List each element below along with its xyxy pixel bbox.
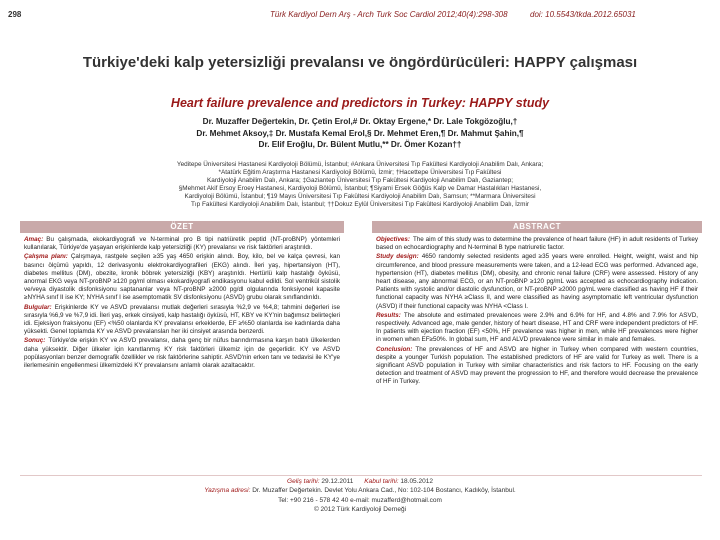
- article-footer: [0, 477, 720, 515]
- accepted-date: 18.05.2012: [400, 478, 433, 485]
- author-line: Dr. Mehmet Aksoy,‡ Dr. Mustafa Kemal Erol,§ Dr. Mehmet Eren,¶ Dr. Mahmut Şahin,¶: [196, 128, 524, 138]
- copyright-line: © 2012 Türk Kardiyoloji Derneği: [313, 506, 407, 514]
- section-label: Amaç:: [24, 236, 44, 243]
- abstract-section: [376, 236, 698, 252]
- section-label: Bulgular:: [24, 303, 52, 311]
- footer-divider: [20, 475, 702, 476]
- section-text: Türkiye'de erişkin KY ve ASVD prevalansı, daha genç bir nüfus barındırmasına karşın batılı ülkelerden daha yüksektir. Diğer ülkeler için kanıtlanmış KY risk faktörleri ülkemiz için de geçerlidir. KY ve ASVD popülasyonları benzer demografik özellikler ve risk faktörlerine sahiptir. ASVD'nin erken tanı ve tedavisi ile KY'ye ilerlemesinin engellenmesi ülkemizdeki KY prevalansını anlamlı olarak azaltacaktır.: [24, 337, 340, 370]
- section-text: The absolute and estimated prevalences were 2.9% and 6.9% for HF, and 4.8% and 7.9% for ASVD, respectively. Advanced age, male gender, history of heart disease, HT and CRF were independent predictors of HF. In patients with ejection fraction (EF) <50%, HF prevalence was higher in men, while HF prevalences were higher in women when EF≥50%. In global sum, HF and ALVD prevalence were similar in male and females.: [376, 311, 698, 344]
- author-line: Dr. Elif Eroğlu, Dr. Bülent Mutlu,** Dr. Ömer Kozan††: [258, 140, 462, 149]
- abstract-section: [376, 312, 698, 345]
- journal-citation: Türk Kardiyol Dern Arş - Arch Turk Soc Cardiol 2012;40(4):298-308: [270, 10, 508, 19]
- affiliations: [20, 161, 700, 210]
- section-text: The aim of this study was to determine the prevalence of heart failure (HF) in adult residents of Turkey based on echocardiography and N-terminal B type natriuretic factor.: [376, 236, 698, 252]
- ozet-section: [24, 236, 340, 252]
- abstract-section: [376, 346, 698, 387]
- section-label: Sonuç:: [24, 337, 46, 345]
- address-line: [0, 486, 720, 495]
- abstract-section: [376, 253, 698, 310]
- title-english: Heart failure prevalence and predictors in Turkey: HAPPY study: [170, 96, 550, 110]
- affiliation-line: Tıp Fakültesi Kardiyoloji Anabilim Dalı, İstanbul; ††Dokuz Eylül Üniversitesi Tıp Fakültesi Kardiyoloji Anabilim Dalı, İzmir: [190, 201, 529, 209]
- section-label: Conclusion:: [376, 345, 413, 353]
- ozet-section: [24, 337, 340, 370]
- section-text: Çalışmaya, rastgele seçilen ≥35 yaş 4650 erişkin alındı. Boy, kilo, bel ve kalça çevresi, kan basıncı ölçümü yapıldı, 12 derivasyonlu elektrokardiyografileri (EKG) alındı. İleri yaş, hipertansiyon (HT), diabetes mellitus (DM), obezite, kronik böbrek yetersizliği (KBY) araştırıldı. Hertürlü kalp hastalığı öyküsü, anormal EKG veya NT-proBNP ≥120 pg/ml olması ekokardiyografi endikasyonu kabul edildi. Sol ventrikül sistolik ve/veya diyastolik disfonksiyonu saptananlar veya NT-proBNP ≥2000 pg/dl olgularında fonksiyonel kapasite ≥NYHA sınıf II ise KY; NYHA sınıf I ise asemptomatik SV disfonksiyonu (ASVD) grubu olarak sınıflandırıldı.: [24, 253, 340, 302]
- affiliation-line: §Mehmet Akif Ersoy Eroey Hastanesi, Kardiyoloji Bölümü, İstanbul; ¶Siyami Ersek Göğüs Kalp ve Damar Hastalıkları Hastanesi,: [178, 185, 542, 193]
- section-text: 4650 randomly selected residents aged ≥35 years were enrolled. Height, weight, waist and hip circumference, and blood pressure measurements were taken, and a 12-lead ECG was performed. Advanced age, hypertension (HT), diabetes mellitus (DM), obesity, and chronic renal failure (CRF) were assessed. History of any heart disease, any abnormal ECG, or an NT-proBNP ≥120 pg/mL was accepted as echocardiography indication. Patients with systolic and/or diastolic dysfunction, or NT-proBNP ≥2000 pg/mL were classified as having HF if their functional capacity was NYHA ≥Class II, and were classified as having asymptomatic left ventricular dysfunction (ASVD) if their functional capacity was NYHA <Class I.: [376, 253, 698, 310]
- page-number: 298: [8, 10, 22, 19]
- affiliation-line: Kardiyoloji Bölümü, İstanbul; ¶19 Mayıs Üniversitesi Tıp Fakültesi Kardiyoloji Anabilim Dalı, Samsun; **Marmara Üniversitesi: [184, 193, 536, 201]
- doi: doi: 10.5543/tkda.2012.65031: [530, 10, 636, 19]
- author-list: [30, 116, 690, 151]
- ozet-body: [20, 233, 344, 370]
- contact-line: Tel: +90 216 - 578 42 40 e-mail: muzafferd@hotmail.com: [278, 496, 442, 504]
- section-label: Objectives:: [376, 236, 410, 243]
- received-date: 29.12.2011: [321, 478, 354, 485]
- affiliation-line: Yeditepe Üniversitesi Hastanesi Kardiyoloji Bölümü, İstanbul; #Ankara Üniversitesi Tıp Fakültesi Kardiyoloji Anabilim Dalı, Ankara;: [176, 161, 544, 168]
- ozet-section: [24, 304, 340, 337]
- section-label: Study design:: [376, 253, 419, 261]
- affiliation-line: *Atatürk Eğitim Araştırma Hastanesi Kardiyoloji Bölümü, İzmir; †Hacettepe Üniversitesi Tıp Fakültesi: [218, 169, 502, 177]
- section-text: Bu çalışmada, ekokardiyografi ve N-terminal pro B tipi natriüretik peptid (NT-proBNP) yöntemleri kullanılarak, Türkiye'de yaşayan erişkinlerde kalp yetersizliği (KY) prevalansı ve risk faktörleri araştırıldı.: [24, 236, 340, 252]
- section-label: Çalışma planı:: [24, 253, 68, 261]
- address-value: Dr. Muzaffer Değertekin. Devlet Yolu Ankara Cad., No: 102-104 Bostancı, Kadıköy, İstanbul.: [252, 487, 516, 495]
- ozet-heading: ÖZET: [20, 221, 344, 233]
- abstract-body: [372, 233, 702, 387]
- dates-line: [0, 477, 720, 486]
- ozet-section: [24, 253, 340, 302]
- running-header: [0, 10, 720, 24]
- section-text: The prevalences of HF and ASVD are higher in Turkey when compared with western countries, despite a younger Turkish population. The established predictors of HF are valid for Turkey as well. There is a significant ASVD population in Turkey with similar characteristics and risk factors to HF. Focusing on the early detection and treatment of ASVD may prevent the progression to HF, and therefore would decrease the prevalence of HF in Turkey.: [376, 345, 698, 386]
- abstract-column: [372, 221, 702, 472]
- abstract-heading: ABSTRACT: [372, 221, 702, 233]
- section-text: Erişkinlerde KY ve ASVD prevalansı mutlak değerleri sırasıyla %2,9 ve %4,8; tahmini değerleri ise sırasıyla %6,9 ve %7,9 idi. İleri yaş, erkek cinsiyeti, kalp hastalığı öyküsü, HT, KBY ve KY'nin bağımsız belirteçleri idi. Ejeksiyon fraksiyonu (EF) <%50 olanlarda KY prevalansı erkeklerde, EF ≥%50 olanlarda ise kadınlarda daha yüksekti. Genel toplamda KY ve ASVD prevalansları her iki cinsiyet arasında benzerdi.: [24, 303, 340, 336]
- accepted-label: Kabul tarihi:: [364, 478, 399, 485]
- affiliation-line: Kardiyoloji Anabilim Dalı, Ankara; ‡Gaziantep Üniversitesi Tıp Fakültesi Kardiyoloji Anabilim Dalı, Gaziantep;: [206, 177, 514, 185]
- address-label: Yazışma adresi:: [204, 487, 251, 495]
- ozet-column: [20, 221, 344, 472]
- title-turkish: Türkiye'deki kalp yetersizliği prevalansı ve öngördürücüleri: HAPPY çalışması: [82, 54, 638, 71]
- section-label: Results:: [376, 311, 401, 319]
- author-line: Dr. Muzaffer Değertekin, Dr. Çetin Erol,# Dr. Oktay Ergene,* Dr. Lale Tokgözoğlu,†: [202, 117, 518, 126]
- received-label: Geliş tarihi:: [287, 478, 320, 485]
